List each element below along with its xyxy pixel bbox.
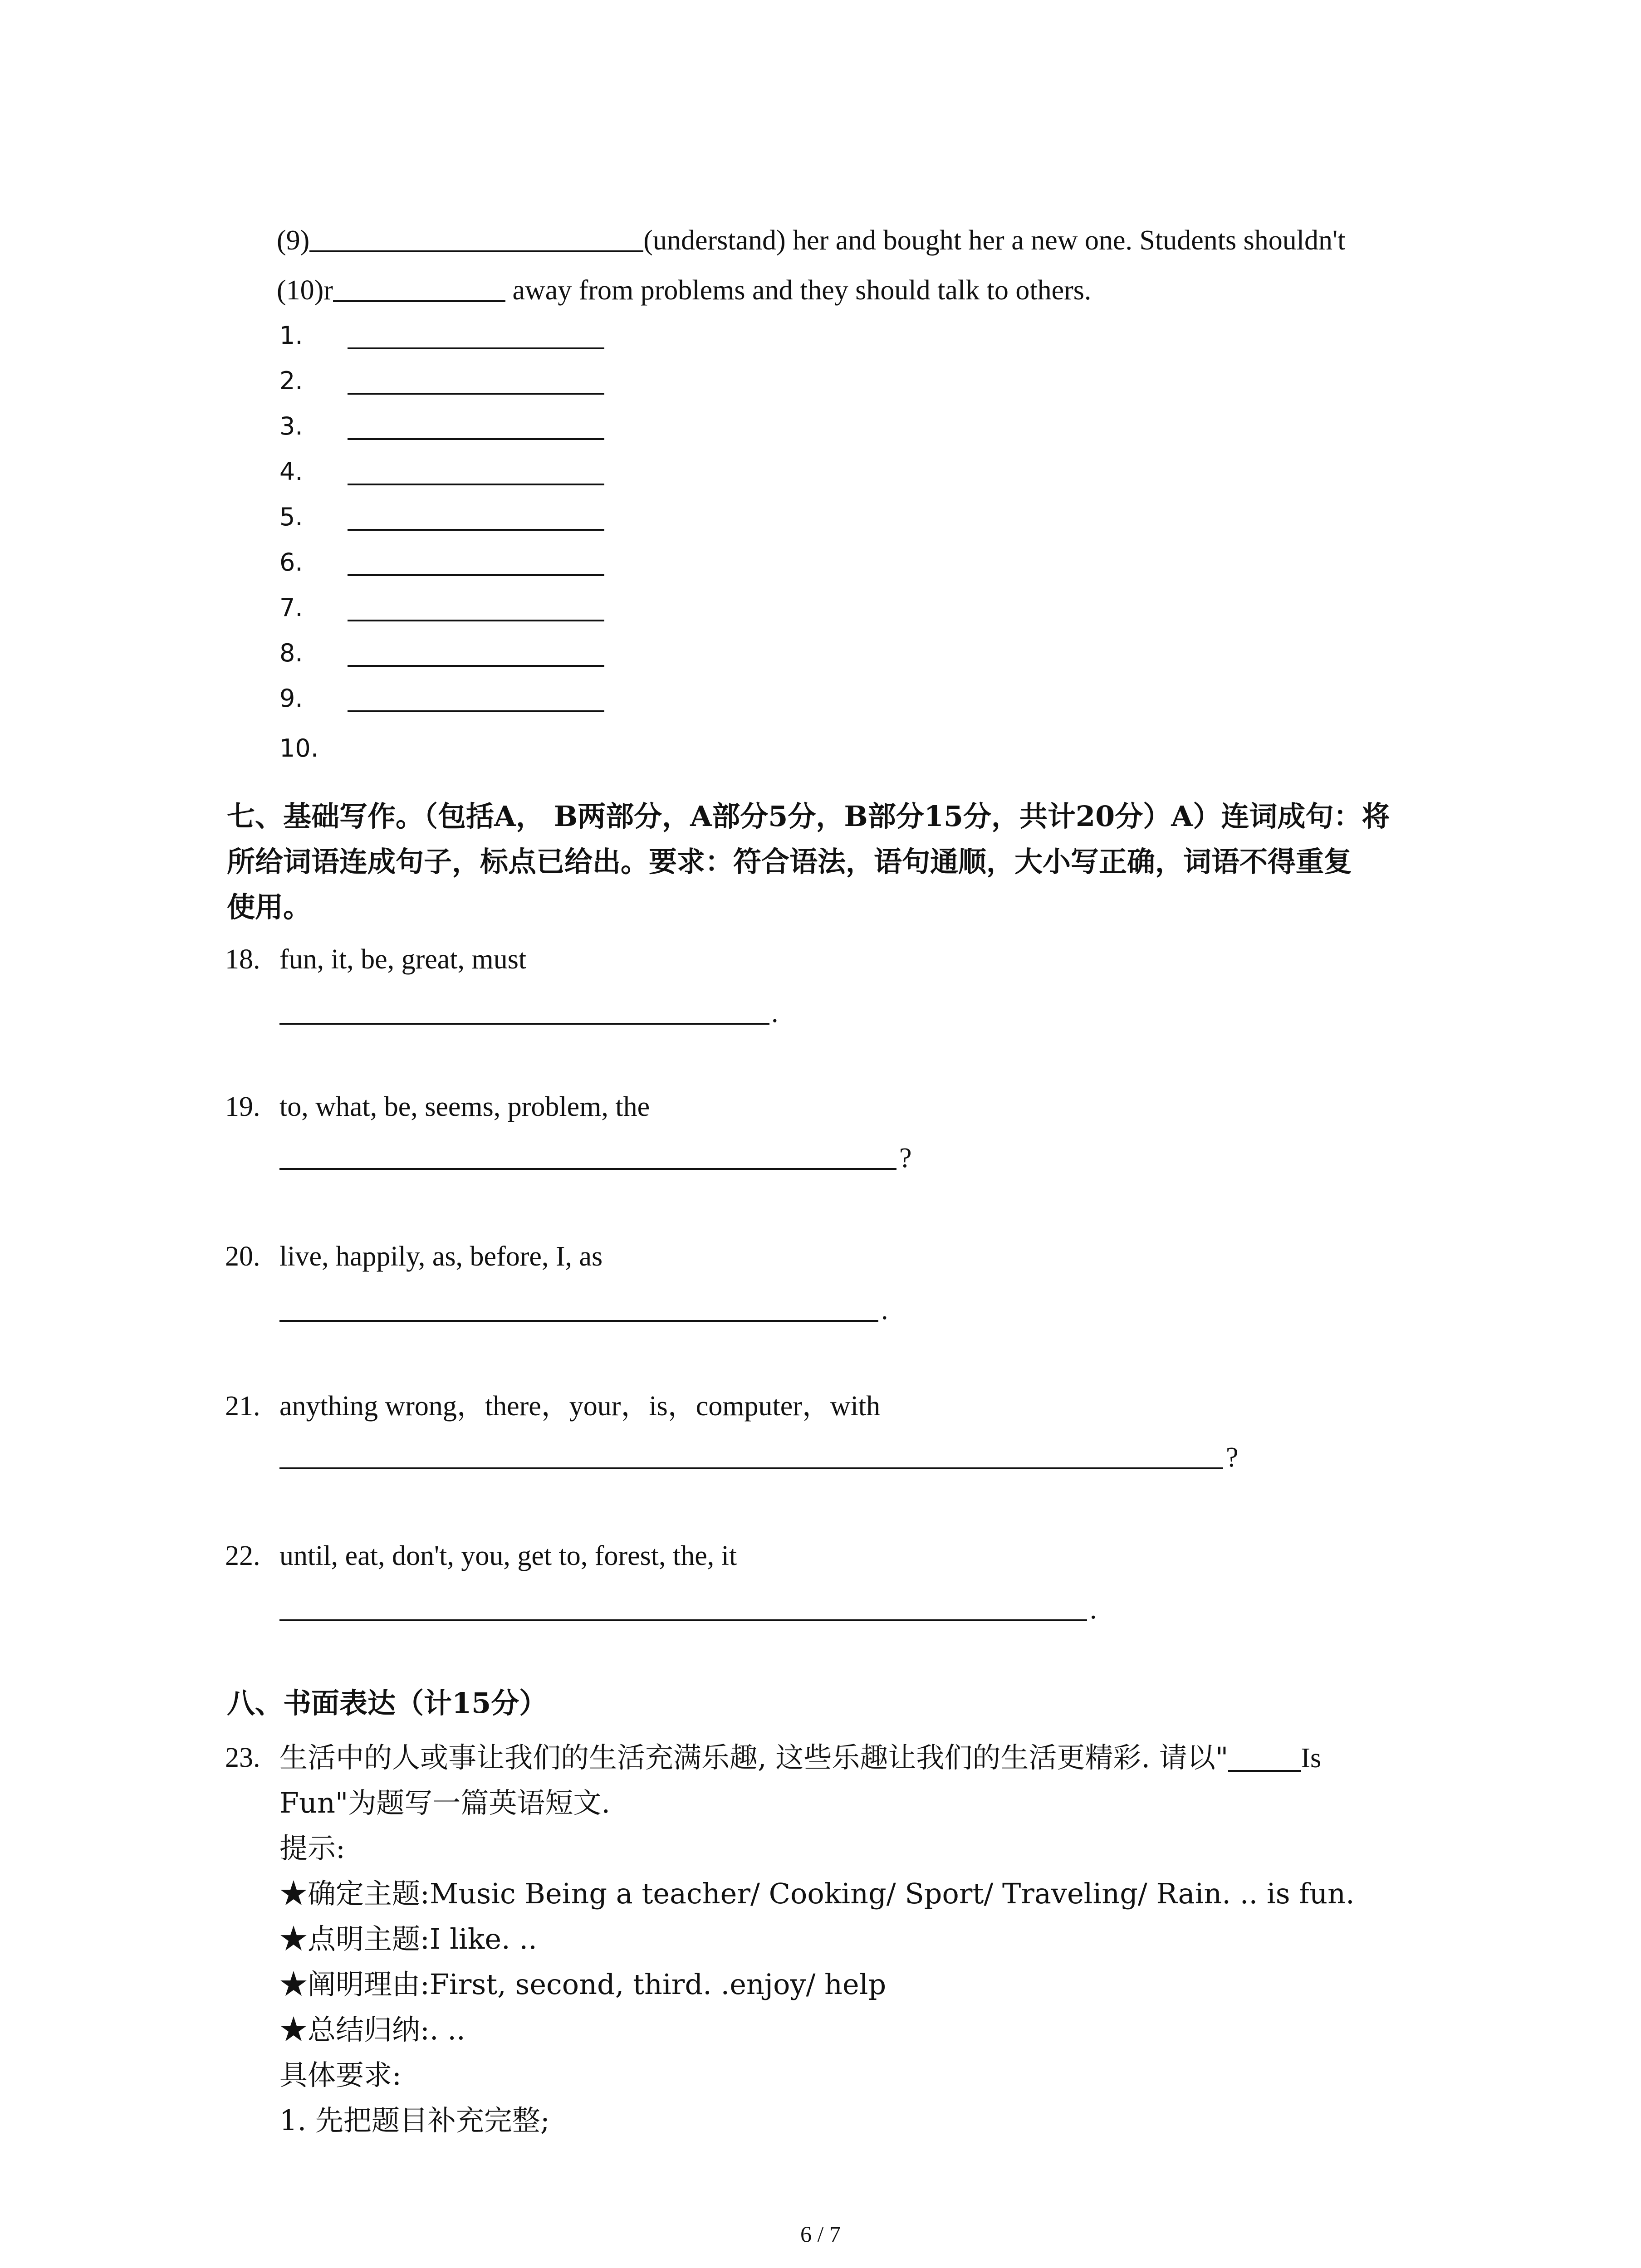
answer-line: [348, 665, 604, 667]
answer-line: [348, 347, 604, 349]
question-number: 20.: [225, 1241, 260, 1272]
prompt-line-1: 生活中的人或事让我们的生活充满乐趣, 这些乐趣让我们的生活更精彩. 请以" Is: [279, 1741, 1322, 1774]
question-words: fun, it, be, great, must: [279, 944, 527, 975]
answer-line: [348, 710, 604, 712]
answer-line: [348, 438, 604, 440]
section-7-title-line-1: 七、基础写作。（包括A， B两部分，A部分5分，B部分15分，共计20分）A）连词成句：将: [227, 800, 1390, 833]
hint-label: 提示:: [279, 1832, 345, 1865]
hint-item: ★阐明理由:First, second, third. .enjoy/ help: [279, 1968, 887, 2001]
answer-line: [348, 620, 604, 621]
answer-line: [348, 529, 604, 531]
passage-line-1: (9) (understand) her and bought her a new one. Students shouldn't: [277, 222, 1345, 259]
answer-line: [348, 393, 604, 395]
question-number: 19.: [225, 1091, 260, 1122]
section-7-title-line-3: 使用。: [227, 890, 312, 924]
prompt-line-2: Fun"为题写一篇英语短文.: [279, 1786, 611, 1819]
hint-item: ★点明主题:I like. ..: [279, 1922, 537, 1955]
hint-item: ★确定主题:Music Being a teacher/ Cooking/ Sport/ Traveling/ Rain. .. is fun.: [279, 1877, 1355, 1910]
requirements-label: 具体要求:: [279, 2058, 402, 2092]
answer-line: [348, 574, 604, 576]
document-page: (9) (understand) her and bought her a new one. Students shouldn't (10)r away from problems and they should talk to others. 1. 2. 3. 4. 5. 6. 7. 8. 9. 10. 七、基础写作。（包括A， B两部分，A部分5分，B部分15分，共计20分）A）连词成句：将 所给词语连成句子，标点已给出。要求：符合语法，语句通顺，大小写正确，词语不得重复 使用。 18. fun, it, be, great, must . 19. to, what, be, seems, problem, the ? 20. live, happily, as, before, I, as . 21. anything wrong，there，your，is，computer，with ? 22. until, eat, don't, you, get to, forest, the, it . 八、书面表达（计15分） 23. 生活中的人或事让我们的生活充满乐趣, 这些乐趣让我们的生活更精彩. 请以" Is Fun"为题写一篇英语短文. 提示: ★确定主题:Music Being a teacher/ Cooking/ Sport/ Traveling/ Rain. .. is fun. ★点明主题:I like. .. ★阐明理由:First, second, third. .enjoy/ help ★总结归纳:. .. 具体要求: 1. 先把题目补充完整; 6 / 7: [0, 0, 1641, 2268]
question-words: until, eat, don't, you, get to, forest, the, it: [279, 1540, 737, 1571]
blank-10: [333, 272, 505, 302]
question-words: to, what, be, seems, problem, the: [279, 1091, 650, 1122]
blank-9: [309, 222, 643, 252]
question-words: live, happily, as, before, I, as: [279, 1241, 603, 1272]
page-number: 6 / 7: [800, 2221, 841, 2247]
question-number: 23.: [225, 1742, 260, 1773]
section-8-title: 八、书面表达（计15分）: [227, 1686, 548, 1720]
answer-line: [348, 484, 604, 485]
requirement-item: 1. 先把题目补充完整;: [279, 2104, 550, 2137]
passage-line-2: (10)r away from problems and they should talk to others.: [277, 272, 1091, 308]
question-number: 22.: [225, 1540, 260, 1571]
section-7-title-line-2: 所给词语连成句子，标点已给出。要求：符合语法，语句通顺，大小写正确，词语不得重复: [227, 845, 1352, 878]
hint-item: ★总结归纳:. ..: [279, 2013, 465, 2046]
question-number: 21.: [225, 1391, 260, 1422]
question-number: 18.: [225, 944, 260, 975]
title-blank: [1228, 1742, 1301, 1772]
question-words: anything wrong，there，your，is，computer，with: [279, 1391, 881, 1422]
